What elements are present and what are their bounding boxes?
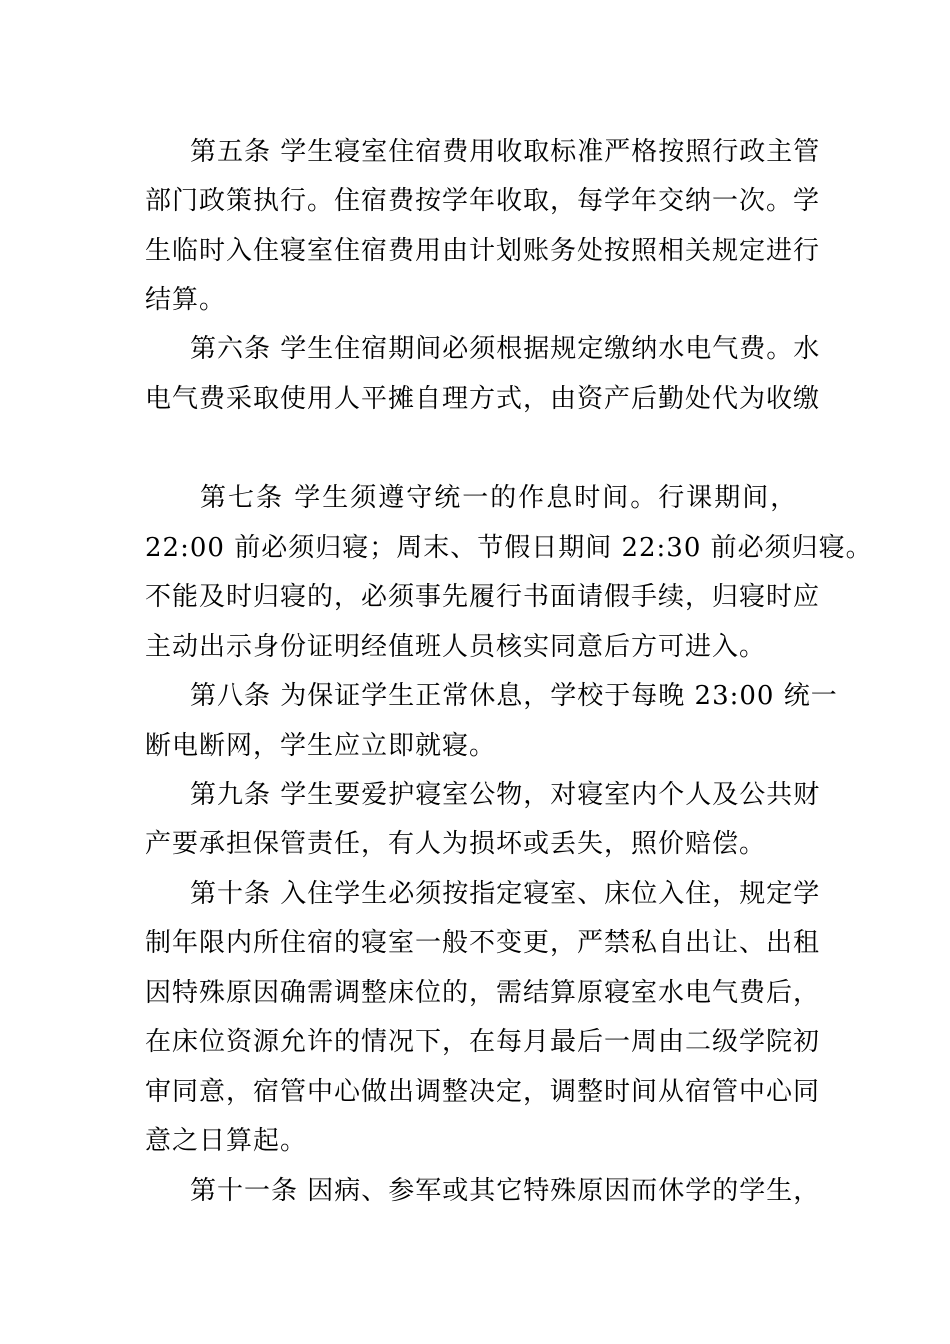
text-line: 产要承担保管责任，有人为损坏或丢失，照价赔偿。 bbox=[145, 829, 767, 859]
text-line: 意之日算起。 bbox=[145, 1126, 308, 1156]
text-line: 因特殊原因确需调整床位的，需结算原寝室水电气费后， bbox=[145, 978, 821, 1008]
text-line: 第八条 为保证学生正常休息，学校于每晚 23:00 统一 bbox=[190, 681, 838, 711]
text-line: 第九条 学生要爱护寝室公物，对寝室内个人及公共财 bbox=[190, 780, 821, 810]
text-line: 结算。 bbox=[145, 285, 227, 315]
text-line: 第十一条 因病、参军或其它特殊原因而休学的学生， bbox=[190, 1176, 821, 1206]
text-line: 在床位资源允许的情况下，在每月最后一周由二级学院初 bbox=[145, 1027, 821, 1057]
text-line: 第十条 入住学生必须按指定寝室、床位入住，规定学 bbox=[190, 879, 821, 909]
text-line: 不能及时归寝的，必须事先履行书面请假手续，归寝时应 bbox=[145, 582, 821, 612]
text-line: 断电断网，学生应立即就寝。 bbox=[145, 731, 497, 761]
text-line: 部门政策执行。住宿费按学年收取，每学年交纳一次。学 bbox=[145, 186, 821, 216]
text-line: 主动出示身份证明经值班人员核实同意后方可进入。 bbox=[145, 632, 767, 662]
text-line: 制年限内所住宿的寝室一般不变更，严禁私自出让、出租 bbox=[145, 928, 821, 958]
text-line: 第六条 学生住宿期间必须根据规定缴纳水电气费。水 bbox=[190, 334, 821, 364]
text-line: 22:00 前必须归寝；周末、节假日期间 22:30 前必须归寝。 bbox=[145, 533, 873, 563]
text-line: 生临时入住寝室住宿费用由计划账务处按照相关规定进行 bbox=[145, 236, 821, 266]
text-line: 第七条 学生须遵守统一的作息时间。行课期间， bbox=[200, 483, 799, 513]
text-line: 审同意，宿管中心做出调整决定，调整时间从宿管中心同 bbox=[145, 1077, 821, 1107]
text-line: 电气费采取使用人平摊自理方式，由资产后勤处代为收缴 bbox=[145, 384, 821, 414]
text-line: 第五条 学生寝室住宿费用收取标准严格按照行政主管 bbox=[190, 137, 821, 167]
